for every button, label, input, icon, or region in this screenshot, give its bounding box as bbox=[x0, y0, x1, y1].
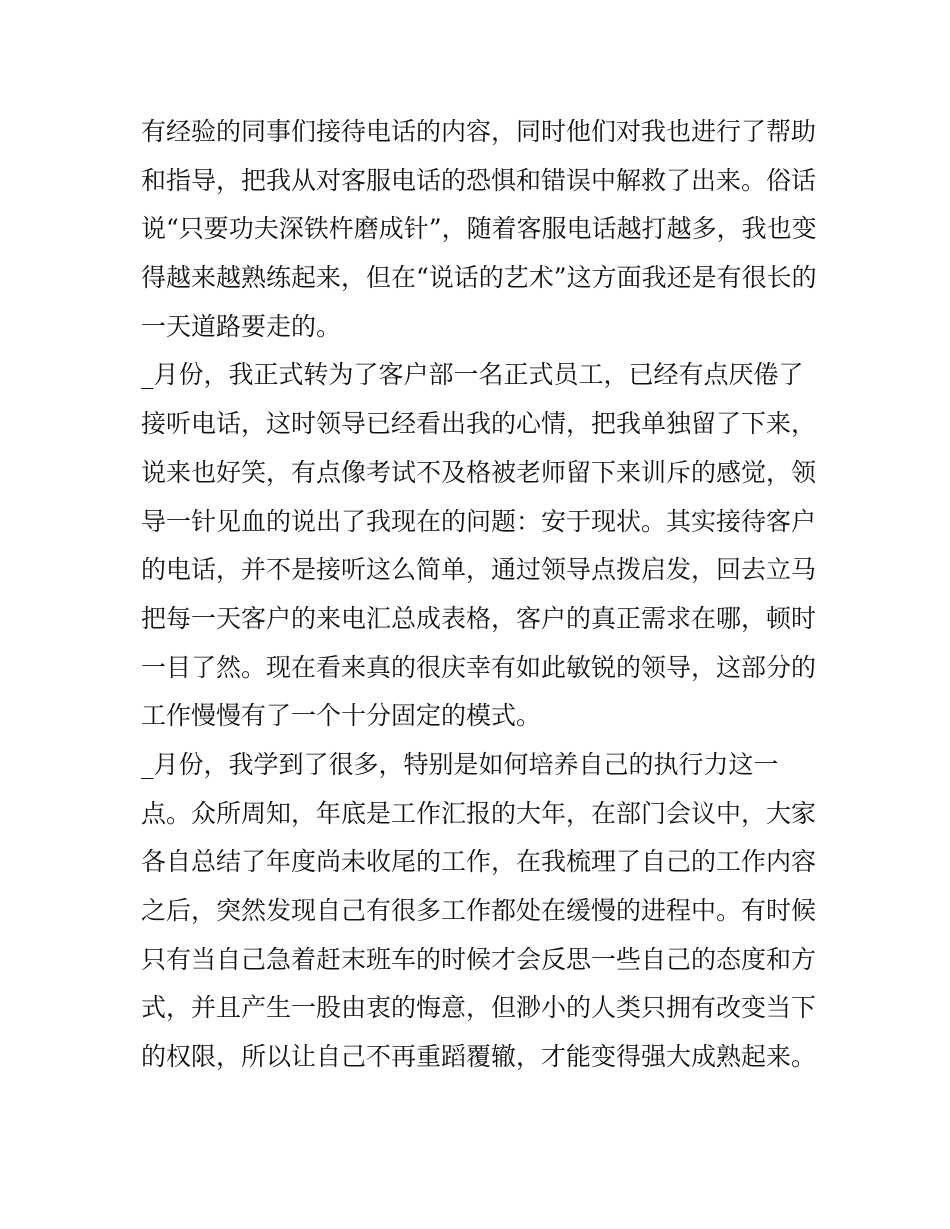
text-line: _月份，我学到了很多，特别是如何培养自己的执行力这一 bbox=[141, 749, 779, 779]
text-line: 的权限，所以让自己不再重蹈覆辙，才能变得强大成熟起来。 bbox=[141, 1042, 817, 1072]
text-line: 有经验的同事们接待电话的内容，同时他们对我也进行了帮助 bbox=[141, 117, 817, 146]
text-line: 把每一天客户的来电汇总成表格，客户的真正需求在哪，顿时 bbox=[141, 603, 817, 633]
body-text bbox=[141, 108, 821, 1082]
text-line: 各自总结了年度尚未收尾的工作，在我梳理了自己的工作内容 bbox=[141, 847, 817, 877]
text-line: 只有当自己急着赶末班车的时候才会反思一些自己的态度和方 bbox=[141, 944, 817, 974]
text-line: 一目了然。现在看来真的很庆幸有如此敏锐的领导，这部分的 bbox=[141, 652, 817, 682]
text-line: 式，并且产生一股由衷的悔意，但渺小的人类只拥有改变当下 bbox=[141, 993, 817, 1023]
text-line: 的电话，并不是接听这么简单，通过领导点拨启发，回去立马 bbox=[141, 555, 817, 585]
text-line: 之后，突然发现自己有很多工作都处在缓慢的进程中。有时候 bbox=[141, 896, 817, 925]
text-line: 接听电话，这时领导已经看出我的心情，把我单独留了下来， bbox=[141, 409, 817, 439]
text-line: 和指导，把我从对客服电话的恐惧和错误中解救了出来。俗话 bbox=[141, 165, 817, 195]
text-line: 说来也好笑，有点像考试不及格被老师留下来训斥的感觉，领 bbox=[141, 457, 817, 487]
text-line: 一天道路要走的。 bbox=[141, 311, 342, 341]
text-line: 导一针见血的说出了我现在的问题：安于现状。其实接待客户 bbox=[141, 506, 817, 536]
text-line: 得越来越熟练起来，但在“说话的艺术”这方面我还是有很长的 bbox=[141, 263, 817, 293]
text-line: 工作慢慢有了一个十分固定的模式。 bbox=[141, 701, 542, 731]
text-line: 说“只要功夫深铁杵磨成针”，随着客服电话越打越多，我也变 bbox=[141, 214, 817, 244]
text-line: _月份，我正式转为了客户部一名正式员工，已经有点厌倦了 bbox=[141, 360, 804, 390]
text-line: 点。众所周知，年底是工作汇报的大年，在部门会议中，大家 bbox=[141, 798, 817, 828]
